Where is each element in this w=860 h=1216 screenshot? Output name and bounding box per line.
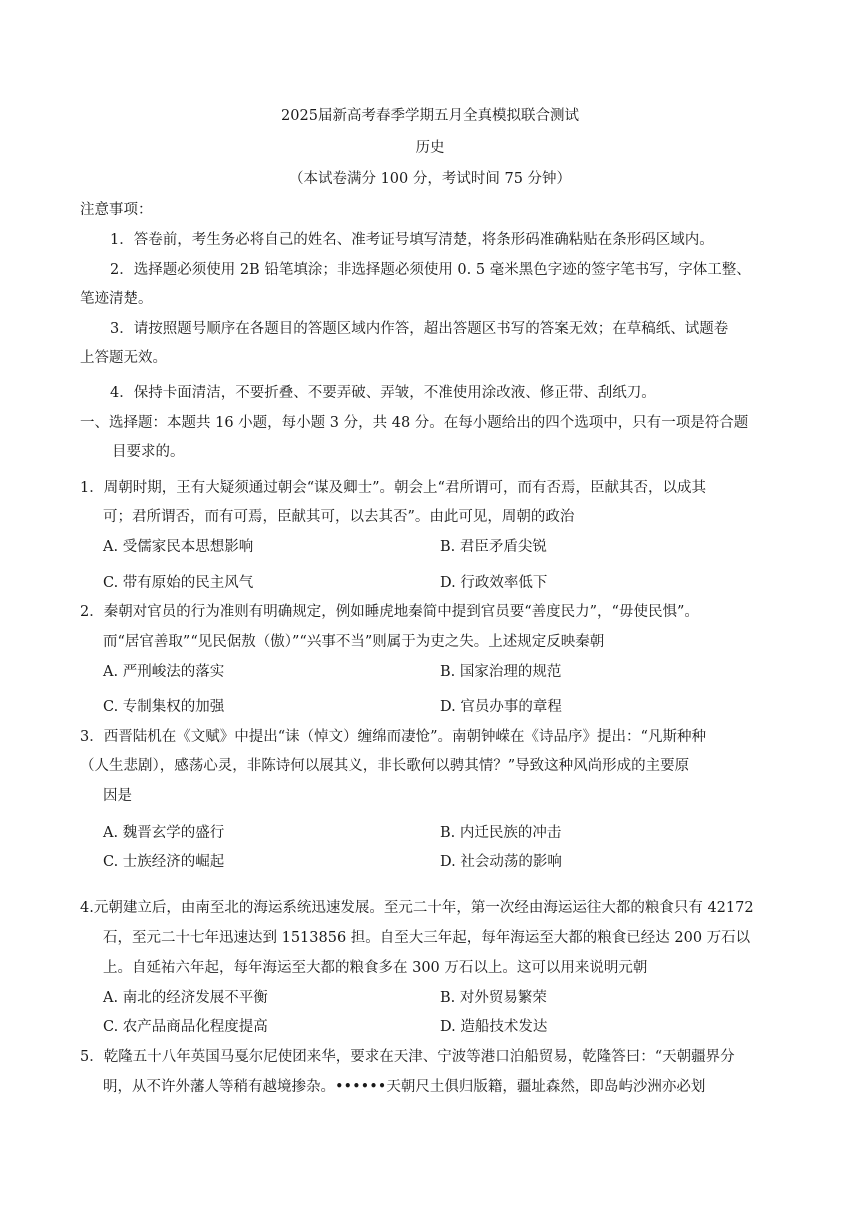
question-2-option-b: B. 国家治理的规范 [440,664,562,680]
question-3-stem-line-1: 3．西晋陆机在《文赋》中提出“诔（悼文）缠绵而凄怆”。南朝钟嵘在《诗品序》提出：“凡斯种种 [80,729,706,745]
question-3-option-b: B. 内迁民族的冲击 [440,825,562,841]
question-1-option-c: C. 带有原始的民主风气 [103,575,254,591]
exam-info-note: （本试卷满分 100 分，考试时间 75 分钟） [288,171,572,187]
notice-item-2-line-2: 笔迹清楚。 [80,291,153,307]
subject-title: 历史 [415,140,445,156]
question-1-option-b: B. 君臣矛盾尖锐 [440,539,547,555]
question-4-stem-line-3: 上。自延祐六年起，每年海运至大都的粮食多在 300 万石以上。这可以用来说明元朝 [103,960,648,976]
exam-title: 2025届新高考春季学期五月全真模拟联合测试 [281,108,579,124]
question-3-stem-line-3: 因是 [103,788,132,804]
question-5-stem-line-1: 5．乾隆五十八年英国马戛尔尼使团来华，要求在天津、宁波等港口泊船贸易，乾隆答曰：“天朝疆界分 [80,1049,735,1065]
section-1-heading-line-1: 一、选择题：本题共 16 小题，每小题 3 分，共 48 分。在每小题给出的四个选项中，只有一项是符合题 [80,415,749,431]
notice-item-2-line-1: 2．选择题必须使用 2B 铅笔填涂；非选择题必须使用 0. 5 毫米黑色字迹的签字笔书写，字体工整、 [110,262,751,278]
notice-item-3-line-2: 上答题无效。 [80,350,167,366]
question-4-option-b: B. 对外贸易繁荣 [440,990,547,1006]
question-3-stem-line-2: （人生悲剧），感荡心灵，非陈诗何以展其义，非长歌何以骋其情？”导致这种风尚形成的主要原 [80,758,690,774]
question-5-stem-line-2: 明，从不许外藩人等稍有越境掺杂。••••••天朝尺土俱归版籍，疆址森然，即岛屿沙洲亦必划 [103,1079,706,1095]
question-1-option-d: D. 行政效率低下 [440,575,548,591]
question-1-stem-line-2: 可；君所谓否，而有可焉，臣献其可，以去其否”。由此可见，周朝的政治 [103,509,575,525]
question-4-option-a: A. 南北的经济发展不平衡 [103,990,268,1006]
question-1-option-a: A. 受儒家民本思想影响 [103,539,254,555]
question-1-stem-line-1: 1．周朝时期，王有大疑须通过朝会“谋及卿士”。朝会上“君所谓可，而有否焉，臣献其否，以成其 [80,480,706,496]
notice-item-3-line-1: 3．请按照题号顺序在各题目的答题区域内作答，超出答题区书写的答案无效；在草稿纸、试题卷 [110,321,729,337]
question-2-stem-line-1: 2．秦朝对官员的行为准则有明确规定，例如睡虎地秦简中提到官员要“善度民力”，“毋使民惧”。 [80,604,699,620]
question-4-option-c: C. 农产品商品化程度提高 [103,1019,268,1035]
question-3-option-d: D. 社会动荡的影响 [440,854,562,870]
question-4-option-d: D. 造船技术发达 [440,1019,548,1035]
question-2-option-c: C. 专制集权的加强 [103,699,225,715]
question-3-option-a: A. 魏晋玄学的盛行 [103,825,225,841]
question-2-option-a: A. 严刑峻法的落实 [103,664,225,680]
notice-item-4: 4．保持卡面清洁，不要折叠、不要弄破、弄皱，不准使用涂改液、修正带、刮纸刀。 [110,385,656,401]
question-2-option-d: D. 官员办事的章程 [440,699,562,715]
notice-heading: 注意事项： [80,202,153,218]
notice-item-1: 1．答卷前，考生务必将自己的姓名、准考证号填写清楚，将条形码准确粘贴在条形码区域内。 [110,232,714,248]
question-3-option-c: C. 士族经济的崛起 [103,854,225,870]
question-4-stem-line-2: 石，至元二十七年迅速达到 1513856 担。自至大三年起，每年海运至大都的粮食已经达 200 万石以 [103,930,751,946]
section-1-heading-line-2: 目要求的。 [112,444,185,460]
question-2-stem-line-2: 而“居官善取”“见民倨敖（傲）”“兴事不当”则属于为吏之失。上述规定反映秦朝 [103,634,605,650]
question-4-stem-line-1: 4.元朝建立后，由南至北的海运系统迅速发展。至元二十年，第一次经由海运运往大都的粮食只有 42172 [80,900,754,916]
